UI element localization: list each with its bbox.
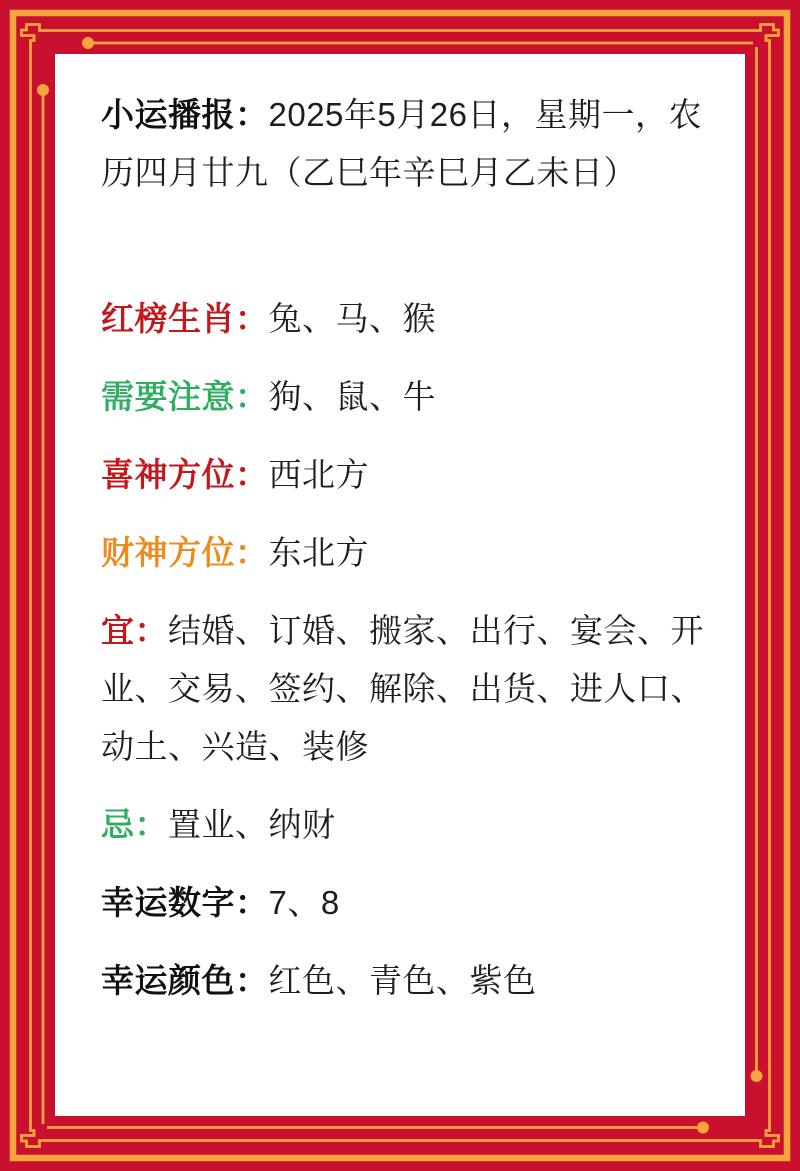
caution-zodiac-label: 需要注意：: [101, 378, 269, 415]
daily-fortune-intro: [101, 86, 717, 202]
intro-label: 小运播报：: [101, 96, 269, 133]
bead-dot-top: [82, 37, 94, 49]
suitable-value: 结婚、订婚、搬家、出行、宴会、开业、交易、签约、解除、出货、进人口、动土、兴造、装修: [101, 612, 704, 765]
wealth-god-direction-label: 财神方位：: [101, 534, 269, 571]
corner-knot-top-left: [22, 25, 48, 48]
section-lucky-colors: [101, 952, 717, 1010]
lucky-numbers-label: 幸运数字：: [101, 884, 269, 921]
wealth-god-direction-value: 东北方: [268, 534, 369, 571]
avoid-label: 忌：: [101, 806, 168, 843]
caution-zodiac-value: 狗、鼠、牛: [268, 378, 436, 415]
section-red-zodiac: [101, 290, 717, 348]
corner-knot-bottom-right: [753, 1124, 779, 1147]
lucky-colors-value: 红色、青色、紫色: [268, 962, 537, 999]
section-caution-zodiac: [101, 368, 717, 426]
section-avoid: [101, 796, 717, 854]
corner-knot-bottom-left: [22, 1124, 48, 1147]
red-zodiac-value: 兔、马、猴: [268, 300, 436, 337]
joy-god-direction-value: 西北方: [268, 456, 369, 493]
red-zodiac-label: 红榜生肖：: [101, 300, 269, 337]
avoid-value: 置业、纳财: [168, 806, 336, 843]
section-suitable: [101, 602, 717, 776]
lucky-numbers-value: 7、8: [268, 884, 340, 921]
bead-dot-bottom: [697, 1122, 709, 1134]
content-card: [55, 54, 745, 1116]
section-wealth-god-direction: [101, 524, 717, 582]
bead-dot-right: [751, 1070, 763, 1082]
bead-dot-left: [37, 84, 49, 96]
intro-text: 2025年5月26日，星期一，农历四月廿九（乙巳年辛巳月乙未日）: [101, 96, 702, 191]
section-joy-god-direction: [101, 446, 717, 504]
section-lucky-numbers: [101, 874, 717, 932]
joy-god-direction-label: 喜神方位：: [101, 456, 269, 493]
lucky-colors-label: 幸运颜色：: [101, 962, 269, 999]
suitable-label: 宜：: [101, 612, 168, 649]
corner-knot-top-right: [753, 25, 779, 48]
